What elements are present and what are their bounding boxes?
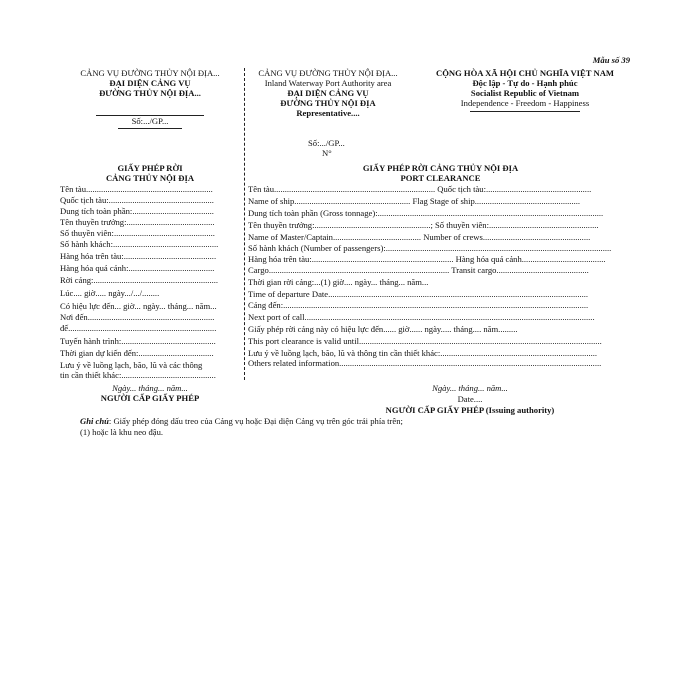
mid-header-line4: ĐƯỜNG THỦY NỘI ĐỊA <box>280 98 376 108</box>
right-field: Hàng hóa trên tàu:.................................................................. Hàng hóa quá cảnh....................................... <box>248 254 606 264</box>
left-title-line1: GIẤY PHÉP RỜI <box>117 163 183 173</box>
right-field: Giấy phép rời cảng này có hiệu lực đến...... giờ...... ngày..... tháng.... năm......... <box>248 324 518 334</box>
right-field: Lưu ý về luồng lạch, bão, lũ và thông tin cần thiết khác:......................................................................... <box>248 348 598 358</box>
left-field: Rời cảng:.......................................................... <box>60 275 219 285</box>
notes-text: : Giấy phép đóng dấu treo của Cảng vụ hoặc Đại diện Cảng vụ trên góc trái phía trên; <box>108 416 403 426</box>
mid-header-number: Số:.../GP... <box>308 138 345 148</box>
right-field: Dung tích toàn phần (Gross tonnage):......................................................................................................... <box>248 208 604 218</box>
left-field: Số thuyền viên:............................................... <box>60 228 215 238</box>
left-field: Thời gian dự kiến đến:................................... <box>60 348 214 358</box>
national-title-en: Socialist Republic of Vietnam <box>470 88 580 98</box>
left-header-line3: ĐƯỜNG THỦY NỘI ĐỊA... <box>99 88 201 98</box>
right-field: Name of ship...................................................... Flag Stage of ship................................................. <box>248 196 581 206</box>
mid-header-line1: CẢNG VỤ ĐƯỜNG THỦY NỘI ĐỊA... <box>258 68 398 78</box>
motto-rule <box>470 111 580 112</box>
right-field: Số hành khách (Number of passengers):......................................................................................................... <box>248 243 612 253</box>
notes-line2: (1) hoặc là khu neo đậu. <box>80 427 164 437</box>
left-title-line2: CẢNG THỦY NỘI ĐỊA <box>105 173 195 183</box>
right-signature-title: NGƯỜI CẤP GIẤY PHÉP (Issuing authority) <box>385 405 555 415</box>
left-field: Dung tích toàn phần:...................................... <box>60 206 214 216</box>
column-divider <box>244 68 245 380</box>
left-header-number: Số:.../GP... <box>131 116 169 126</box>
left-number-rule <box>118 128 182 129</box>
left-header-line2: ĐẠI DIỆN CẢNG VỤ <box>109 78 191 88</box>
left-field: tin cần thiết khác:............................................ <box>60 370 216 380</box>
right-field: Cảng đến:.............................................................................................................................................. <box>248 300 589 310</box>
left-field: Tên tàu........................................................... <box>60 184 213 194</box>
right-title-line1: GIẤY PHÉP RỜI CẢNG THỦY NỘI ĐỊA <box>362 163 519 173</box>
right-field: Others related information.......................................................................................................................... <box>248 358 602 368</box>
right-field: This port clearance is valid until................................................................................................................. <box>248 336 602 346</box>
left-field: Nơi đến........................................................... <box>60 312 215 322</box>
right-field: Name of Master/Captain......................................... Number of crews.................................................. <box>248 232 591 242</box>
left-field: Tuyến hành trình:............................................ <box>60 336 216 346</box>
right-field: Thời gian rời cảng:...(1) giờ.... ngày... tháng... năm... <box>248 277 429 287</box>
right-field: Next port of call....................................................................................................................................... <box>248 312 595 322</box>
left-field: Hàng hóa quá cảnh:........................................ <box>60 263 215 273</box>
left-field: Lúc.... giờ..... ngày.../.../........ <box>60 288 160 298</box>
right-signature-date-en: Date.... <box>457 394 483 404</box>
left-field: Số hành khách:................................................. <box>60 239 219 249</box>
left-field: Có hiệu lực đến... giờ... ngày... tháng... năm... <box>60 301 217 311</box>
national-title: CỘNG HÒA XÃ HỘI CHỦ NGHĨA VIỆT NAM <box>435 68 615 78</box>
mid-header-line3: ĐẠI DIỆN CẢNG VỤ <box>287 88 369 98</box>
right-signature-date: Ngày... tháng... năm... <box>432 383 508 393</box>
left-field: đế..................................................................... <box>60 323 217 333</box>
national-motto: Độc lập - Tự do - Hạnh phúc <box>472 78 578 88</box>
left-header-line1: CẢNG VỤ ĐƯỜNG THỦY NỘI ĐỊA... <box>80 68 220 78</box>
left-field: Quốc tịch tàu:................................................. <box>60 195 214 205</box>
left-field: Tên thuyền trưởng:......................................... <box>60 217 215 227</box>
right-field: Cargo.................................................................................... Transit cargo........................................... <box>248 265 589 275</box>
form-number: Mẫu số 39 <box>592 55 630 65</box>
right-field: Tên thuyền trưởng:......................................................; Số thuyền viên:................................................... <box>248 220 599 230</box>
notes-line1 <box>80 416 403 426</box>
mid-header-line5: Representative.... <box>296 108 360 118</box>
right-title-line2: PORT CLEARANCE <box>400 173 481 183</box>
left-signature-date: Ngày... tháng... năm... <box>112 383 188 393</box>
mid-header-number-en: N° <box>322 148 332 158</box>
right-field: Tên tàu........................................................................... Quốc tịch tàu:................................................. <box>248 184 592 194</box>
left-field: Lưu ý về luồng lạch, bão, lũ và các thông <box>60 360 203 370</box>
mid-header-line2: Inland Waterway Port Authority area <box>264 78 392 88</box>
national-motto-en: Independence - Freedom - Happiness <box>460 98 590 108</box>
notes-label: Ghi chú <box>80 416 109 426</box>
right-field: Time of departure Date......................................................................................................................... <box>248 289 589 299</box>
left-field: Hàng hóa trên tàu:........................................... <box>60 251 217 261</box>
left-signature-title: NGƯỜI CẤP GIẤY PHÉP <box>100 393 200 403</box>
